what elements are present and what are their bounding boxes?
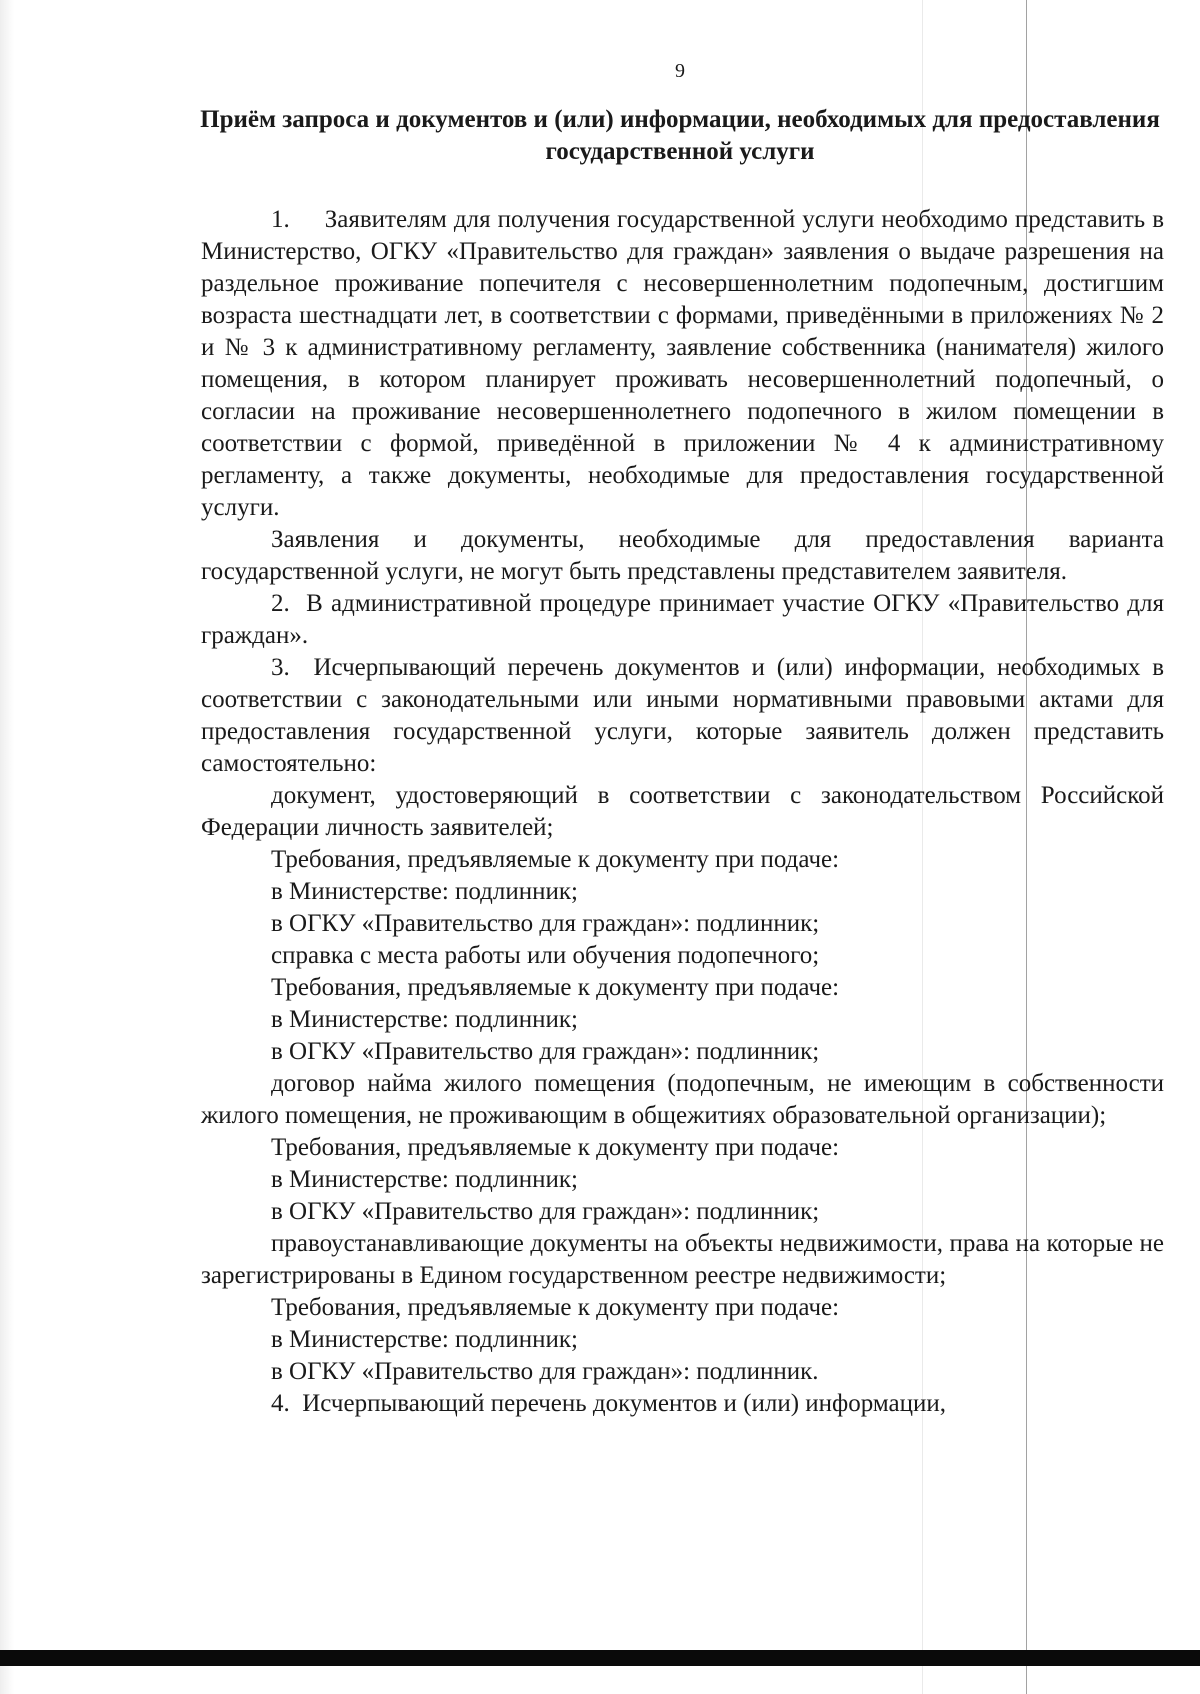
- paragraph: справка с места работы или обучения подопечного;: [271, 942, 820, 969]
- paragraph: в ОГКУ «Правительство для граждан»: подлинник;: [271, 1038, 820, 1065]
- paragraph: 4. Исчерпывающий перечень документов и (или) информации,: [271, 1390, 946, 1417]
- paragraph: Заявления и документы, необходимые для предоставления варианта государственной услуги, не могут быть представлены представителем заявителя.: [201, 526, 1164, 585]
- paragraph: Требования, предъявляемые к документу при подаче:: [271, 974, 840, 1001]
- paragraph: в ОГКУ «Правительство для граждан»: подлинник;: [271, 910, 820, 937]
- page-number: 9: [675, 60, 685, 82]
- paragraph: в Министерстве: подлинник;: [271, 1166, 578, 1193]
- paragraph: 2. В административной процедуре принимает участие ОГКУ «Правительство для граждан».: [201, 590, 1164, 649]
- paragraph: правоустанавливающие документы на объекты недвижимости, права на которые не зарегистрированы в Едином государственном реестре недвижимости;: [201, 1230, 1164, 1289]
- paragraph: Требования, предъявляемые к документу при подаче:: [271, 1134, 840, 1161]
- paragraph: 3. Исчерпывающий перечень документов и (или) информации, необходимых в соответствии с законодательными или иными нормативными правовыми актами для предоставления государственной услуги, которые заявитель должен представить самостоятельно:: [201, 654, 1164, 777]
- paragraph: Требования, предъявляемые к документу при подаче:: [271, 1294, 840, 1321]
- paragraph: Требования, предъявляемые к документу при подаче:: [271, 846, 840, 873]
- paragraph: в Министерстве: подлинник;: [271, 1006, 578, 1033]
- scan-bottom-edge: [0, 1650, 1200, 1666]
- scan-left-edge: [0, 0, 14, 1694]
- paragraph: договор найма жилого помещения (подопечным, не имеющим в собственности жилого помещения, не проживающим в общежитиях образовательной организации);: [201, 1070, 1164, 1129]
- paragraph: в ОГКУ «Правительство для граждан»: подлинник.: [271, 1358, 819, 1385]
- paragraph: документ, удостоверяющий в соответствии с законодательством Российской Федерации личность заявителей;: [201, 782, 1164, 841]
- paragraph: 1. Заявителям для получения государственной услуги необходимо представить в Министерство, ОГКУ «Правительство для граждан» заявления о выдаче разрешения на раздельное проживание попечителя с несовершеннолетним подопечным, достигшим возраста шестнадцати лет, в соответствии с формами, приведёнными в приложениях № 2 и № 3 к административному регламенту, заявление собственника (нанимателя) жилого помещения, в котором планирует проживать несовершеннолетний подопечный, о согласии на проживание несовершеннолетнего подопечного в жилом помещении в соответствии с формой, приведённой в приложении № 4 к административному регламенту, а также документы, необходимые для предоставления государственной услуги.: [201, 206, 1164, 521]
- section-title: Приём запроса и документов и (или) информации, необходимых для предоставления государственной услуги: [200, 106, 1160, 165]
- paragraph: в Министерстве: подлинник;: [271, 878, 578, 905]
- document-body: [201, 204, 1164, 1420]
- paragraph: в Министерстве: подлинник;: [271, 1326, 578, 1353]
- paragraph: в ОГКУ «Правительство для граждан»: подлинник;: [271, 1198, 820, 1225]
